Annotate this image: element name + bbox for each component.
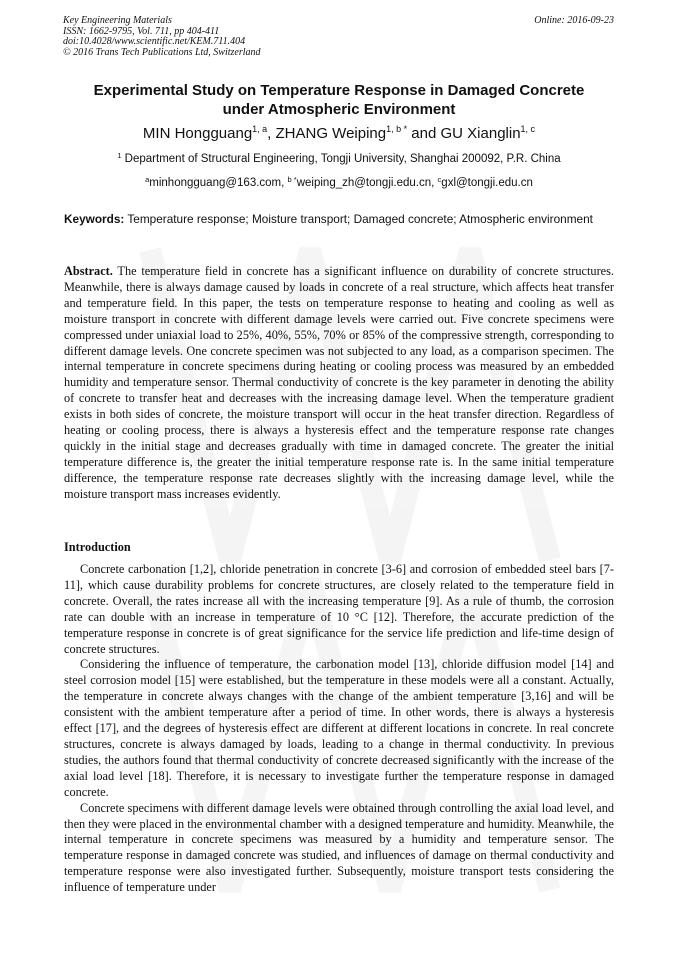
author-list (60, 124, 618, 144)
issn-line: ISSN: 1662-9795, Vol. 711, pp 404-411 (63, 25, 220, 37)
paper-title (60, 81, 618, 119)
introduction-heading: Introduction (64, 540, 131, 554)
affiliation (60, 151, 618, 167)
affiliation-text: Department of Structural Engineering, Tongji University, Shanghai 200092, P.R. China (121, 153, 561, 165)
author-3: GU Xianglin (440, 125, 521, 142)
keywords (64, 211, 614, 228)
email-b-sup: b * (287, 175, 297, 184)
copyright-line: © 2016 Trans Tech Publications Ltd, Switzerland (63, 46, 261, 58)
title-line-1: Experimental Study on Temperature Response in Damaged Concrete (93, 82, 585, 99)
author-separator-2: and (407, 125, 441, 142)
introduction-body (64, 562, 614, 896)
keywords-text: Temperature response; Moisture transport; Damaged concrete; Atmospheric environment (124, 212, 593, 226)
journal-name: Key Engineering Materials (63, 15, 172, 26)
intro-paragraph-2: Considering the influence of temperature, the carbonation model [13], chloride diffusion model [14] and steel corrosion model [15] were established, but the temperature in these models were all a constant. Actually, the temperature in concrete always changes with the change of the ambient temperature [3,16] and will be consistent with the ambient temperature after a period of time. In other words, there is always a hysteresis effect [17], and the degrees of hysteresis effect are different at different locations in concrete. In real concrete structures, concrete is always damaged by loads, leading to a change in thermal conductivity. In previous studies, the authors found that thermal conductivity of concrete decreased significantly with the increase of the axial load level [18]. Therefore, it is necessary to investigate further the temperature response in damaged concrete. (64, 657, 614, 799)
keywords-label: Keywords: (64, 212, 125, 226)
abstract (64, 264, 614, 503)
author-2-sup: 1, b * (386, 124, 408, 134)
affiliation-sup: 1 (117, 151, 122, 160)
journal-header (63, 16, 261, 58)
intro-paragraph-1: Concrete carbonation [1,2], chloride penetration in concrete [3-6] and corrosion of embedded steel bars [7-11], which cause durability problems for concrete structures, are closely related to the temperature field in concrete. Overall, the rates increase all with the increasing temperature [9]. As a rule of thumb, the corrosion rate can double with an increase in temperature of 10 °C [12]. Therefore, the accurate prediction of the temperature response in concrete is of great significance for the service life prediction and life-time design of concrete structures. (64, 562, 614, 656)
author-emails (60, 175, 618, 191)
author-1: MIN Hongguang (142, 125, 253, 142)
online-date: Online: 2016-09-23 (534, 15, 614, 26)
email-a-sup: a (145, 175, 150, 184)
author-2: ZHANG Weiping (275, 125, 387, 142)
email-c-sup: c (437, 175, 442, 184)
title-line-2: under Atmospheric Environment (222, 101, 456, 118)
author-separator-1: , (267, 125, 276, 142)
author-3-sup: 1, c (520, 124, 536, 134)
email-a: minhongguang@163.com, (149, 177, 288, 189)
email-c: gxl@tongji.edu.cn (441, 177, 533, 189)
doi-line: doi:10.4028/www.scientific.net/KEM.711.404 (63, 36, 246, 47)
email-b: weiping_zh@tongji.edu.cn, (296, 177, 438, 189)
author-1-sup: 1, a (252, 124, 268, 134)
abstract-text: The temperature field in concrete has a significant influence on durability of concrete structures. Meanwhile, there is always damage caused by loads in concrete of a real structure, which affects heat transfer and temperature field. In this paper, the tests on temperature response to heating and cooling as well as moisture transport in concrete with different damage levels were carried out. Five concrete specimens were compressed under uniaxial load to 25%, 40%, 55%, 70% or 85% of the compressive strength, corresponding to different damage levels. One concrete specimen was not subjected to any load, as a comparison specimen. The internal temperature in concrete specimens during heating or cooling process was measured by an embedded humidity and temperature sensor. Thermal conductivity of concrete is the key parameter in denoting the ability of concrete to transfer heat and decreases with the increasing damage level. When the temperature gradient exists in both sides of concrete, the moisture transport will occur in the heat transfer direction. Regardless of heating or cooling process, there is always a hysteresis effect and the temperature response rate changes quickly in the initial stage and decreases gradually with time in damaged concrete. The greater the initial temperature difference is, the greater the initial temperature response rate is. In the same initial temperature difference, the temperature response rate decreases slightly with the increasing damage level, while the moisture transport mass increases evidently. (64, 264, 614, 501)
intro-paragraph-3: Concrete specimens with different damage levels were obtained through controlling the axial load level, and then they were placed in the environmental chamber with a designed temperature and humidity. Meanwhile, the internal temperature in concrete specimens was measured by a humidity and temperature sensor. The temperature response in damaged concrete was studied, and influences of damage on thermal conductivity and temperature response were also investigated further. Subsequently, moisture transport tests considering the influence of temperature under (64, 800, 614, 895)
abstract-label: Abstract. (64, 264, 113, 278)
